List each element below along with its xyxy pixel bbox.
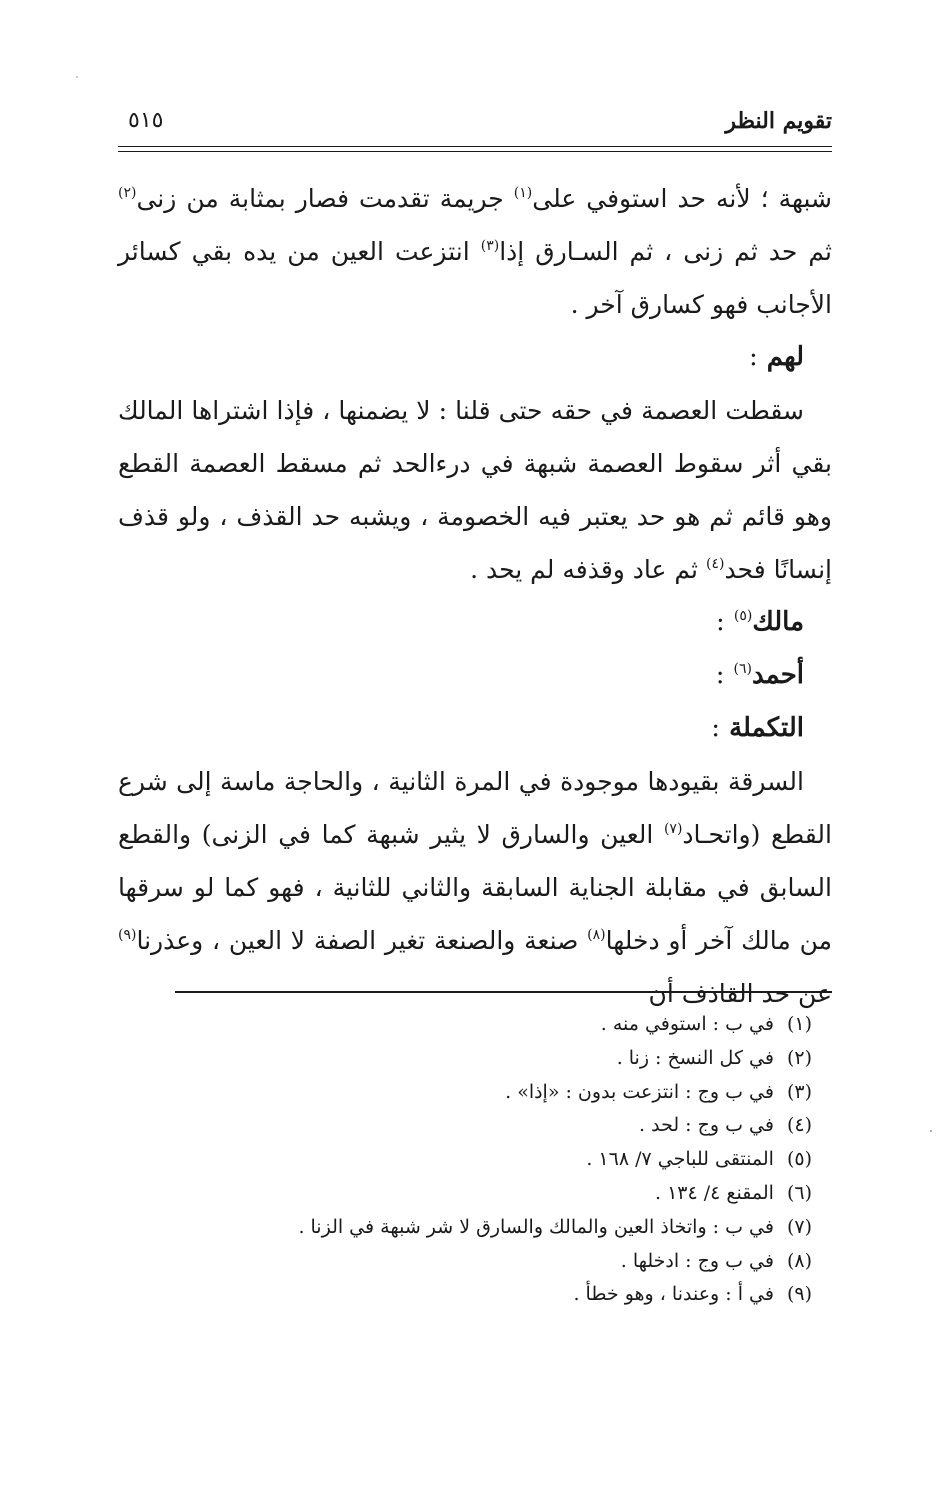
text-run: السرقة بقيودها موجودة في المرة الثانية ، والحاجة ماسة إلى شرع القطع (واتحـاد [118,767,832,849]
paragraph-2 [118,384,832,596]
footnote-3 [118,1076,832,1110]
footnote-ref-9: (٩) [118,927,137,943]
footnote-text: في ب وج : لحد . [639,1114,774,1137]
footnote-ref-2: (٢) [118,185,137,201]
footnote-text: المقنع ٤/ ١٣٤ . [655,1181,774,1204]
footnote-ref-3: (٣) [480,238,500,254]
heading-ahmad [118,649,832,702]
footnote-text: في ب : واتخاذ العين والمالك والسارق لا شر شبهة في الزنا . [298,1215,774,1238]
heading-text: التكملة [729,713,804,743]
heading-colon: : [716,607,725,637]
footnote-ref-6: (٦) [733,661,753,677]
footnotes [118,1008,832,1312]
heading-lahum [118,331,832,384]
footnote-ref-1: (١) [513,185,533,201]
paragraph-1 [118,172,832,331]
footnote-ref-5: (٥) [733,608,753,624]
footnote-text: في كل النسخ : زنا . [616,1046,774,1069]
scan-speck [930,1130,932,1132]
footnote-text: في ب : استوفي منه . [600,1013,774,1035]
text-run: سقطت العصمة في حقه حتى قلنا : لا يضمنها ، فإذا اشتراها المالك بقي أثر سقوط العصمة شبهة في درءالحد ثم مسقط العصمة القطع وهو قائم ثم هو حد يعتبر فيه الخصومة ، ويشبه حد القذف ، ولو قذف إنسانًا فحد [118,396,832,584]
footnote-number: (٥) [786,1148,812,1171]
page-header [118,108,832,148]
heading-text: مالك [752,607,804,637]
footnote-separator [175,991,832,993]
heading-colon: : [711,713,720,743]
footnote-number: (٦) [786,1181,812,1204]
footnote-text: في ب وج : انتزعت بدون : «إذا» . [505,1080,774,1103]
footnote-1 [118,1008,832,1042]
footnote-text: في أ : وعندنا ، وهو خطأ . [573,1283,774,1306]
footnote-9 [118,1278,832,1312]
footnote-number: (٢) [786,1046,812,1069]
footnote-number: (٤) [786,1114,812,1137]
main-text [118,172,832,1020]
footnote-number: (١) [786,1013,812,1035]
heading-text: أحمد [752,660,804,690]
heading-malik [118,596,832,649]
text-run: عن حد القاذف أن [648,979,832,1008]
paragraph-3 [118,755,832,1020]
footnote-4 [118,1109,832,1143]
page-number: ٥١٥ [128,108,164,133]
footnote-text: المنتقى للباجي ٧/ ١٦٨ . [586,1148,774,1171]
scan-speck [76,76,78,78]
heading-colon: : [715,660,725,690]
heading-colon: : [748,342,758,372]
text-run: انتزعت العين من يده بقي كسائر الأجانب فهو كسارق آخر . [118,237,832,319]
footnote-2 [118,1042,832,1076]
footnote-number: (٧) [786,1215,812,1238]
footnote-number: (٣) [786,1080,812,1103]
footnote-7 [118,1211,832,1245]
text-run: ثم حد ثم زنى ، ثم السـارق إذا [499,237,833,266]
header-rule [118,146,832,152]
text-run: صنعة والصنعة تغير الصفة لا العين ، وعذرنا [136,926,588,955]
footnote-number: (٩) [786,1283,812,1306]
text-run: جريمة تقدمت فصار بمثابة من زنى [136,184,514,213]
heading-text: لهم [766,342,804,372]
heading-takmila [118,702,832,755]
footnote-6 [118,1177,832,1211]
footnote-ref-7: (٧) [663,821,683,837]
footnote-text: في ب وج : ادخلها . [620,1249,774,1272]
footnote-number: (٨) [786,1249,812,1272]
footnote-ref-4: (٤) [705,556,725,572]
text-run: ثم عاد وقذفه لم يحد . [470,555,706,584]
running-title: تقويم النظر [725,108,832,134]
text-run: العين والسارق لا يثير شبهة كما في الزنى) والقطع السابق في مقابلة الجناية السابقة والثاني للثانية ، فهو كما لو سرقها من مالك آخر أو دخلها [118,820,832,955]
footnote-8 [118,1245,832,1279]
footnote-5 [118,1143,832,1177]
text-run: شبهة ؛ لأنه حد استوفي على [532,184,832,213]
footnote-ref-8: (٨) [587,927,606,943]
